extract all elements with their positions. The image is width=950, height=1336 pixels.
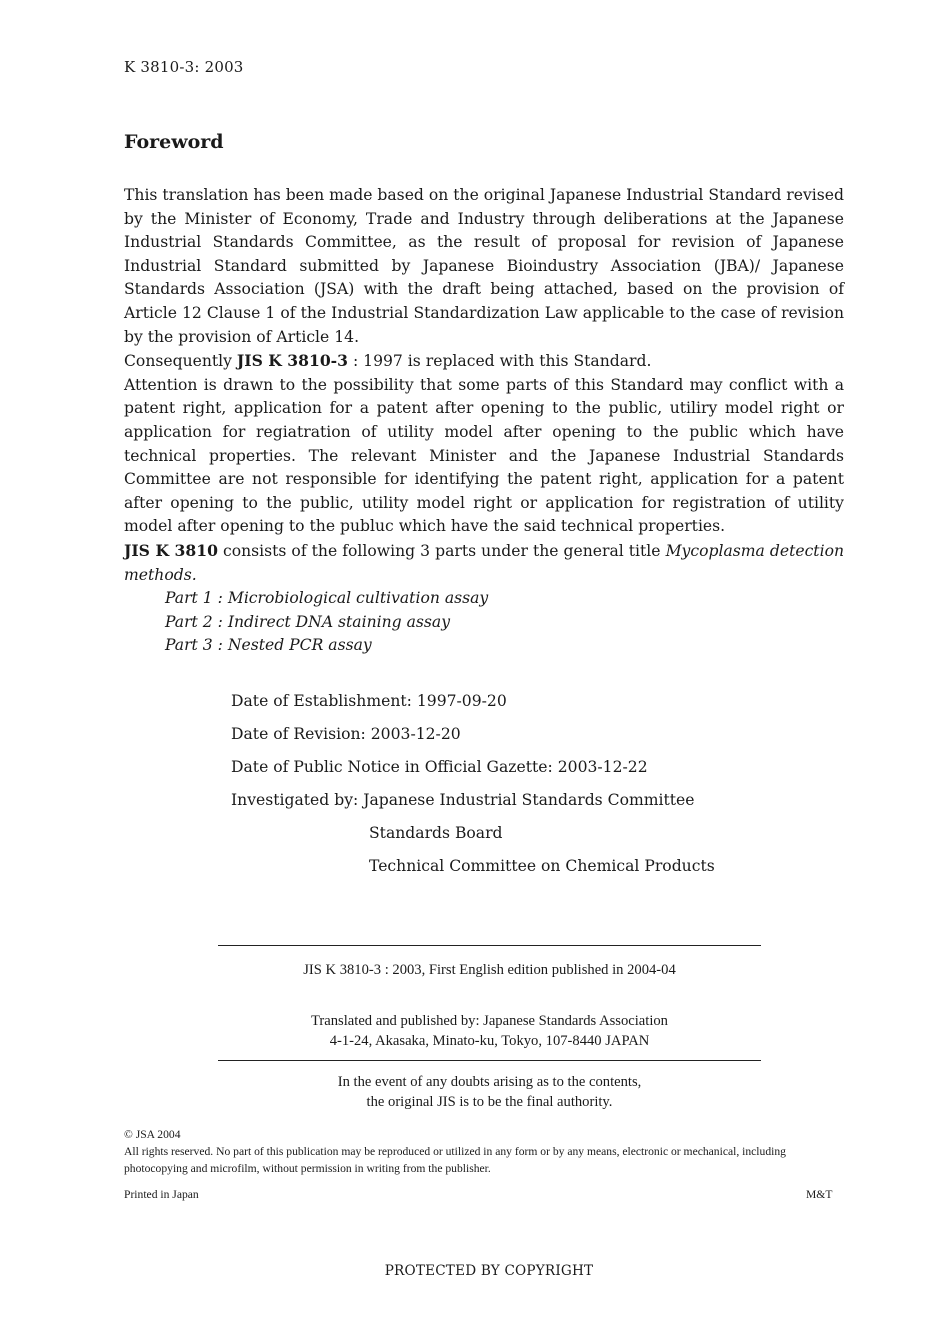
- publisher-block: [218, 1011, 761, 1051]
- foreword-body: [124, 184, 844, 658]
- part-item: Part 2 : Indirect DNA staining assay: [165, 612, 451, 631]
- copyright-watermark: PROTECTED BY COPYRIGHT: [384, 1263, 594, 1279]
- technical-committee: Technical Committee on Chemical Products: [369, 857, 715, 875]
- foreword-paragraph: This translation has been made based on the original Japanese Industrial Standard revised by the Minister of Economy, Trade and Industry through deliberations at the Japanese Industrial Standards Committee, as the result of proposal for revision of Japanese Industrial Standard submitted by Japanese Bioindustry Association (JBA)/ Japanese Standards Association (JSA) with the draft being attached, based on the provision of Article 12 Clause 1 of the Industrial Standardization Law applicable to the case of revision by the provision of Article 14.: [124, 186, 844, 346]
- edition-line: JIS K 3810-3 : 2003, First English edition published in 2004-04: [303, 962, 676, 978]
- printed-in: Printed in Japan: [124, 1188, 199, 1201]
- foreword-paragraph: JIS K 3810 consists of the following 3 parts under the general title Mycoplasma detection methods.: [124, 540, 844, 584]
- part-item: Part 1 : Microbiological cultivation assay: [165, 589, 489, 608]
- establishment-date: Date of Establishment: 1997-09-20: [231, 692, 507, 710]
- foreword-paragraph: Consequently JIS K 3810-3 : 1997 is replaced with this Standard.: [124, 351, 652, 371]
- copyright-notice: © JSA 2004: [124, 1128, 181, 1141]
- authority-note: In the event of any doubts arising as to the contents, the original JIS is to be the final authority.: [337, 1074, 642, 1110]
- parts-list: [124, 587, 844, 658]
- revision-date: Date of Revision: 2003-12-20: [231, 725, 461, 743]
- standard-reference: JIS K 3810-3: [236, 351, 348, 371]
- public-notice-date: Date of Public Notice in Official Gazette: 2003-12-22: [231, 758, 648, 776]
- part-item: Part 3 : Nested PCR assay: [165, 636, 372, 655]
- foreword-heading: Foreword: [124, 131, 224, 153]
- foreword-paragraph: Attention is drawn to the possibility that some parts of this Standard may conflict with a patent right, application for a patent after opening to the public, utiliry model right or application for regiatration of utility model after opening to the public which have technical properties. The relevant Minister and the Japanese Industrial Standards Committee are not responsible for identifying the patent right, application for a patent after opening to the public, utility model right or application for registration of utility model after opening to the publuc which have the said technical properties.: [124, 375, 844, 536]
- dates-block: [231, 690, 715, 888]
- standards-board: Standards Board: [369, 824, 503, 842]
- publisher-address: 4-1-24, Akasaka, Minato-ku, Tokyo, 107-8440 JAPAN: [329, 1033, 650, 1049]
- publisher-line: Translated and published by: Japanese Standards Association: [311, 1013, 668, 1029]
- rights-notice: All rights reserved. No part of this publication may be reproduced or utilized in any form or by any means, electronic or mechanical, including photocopying and microfilm, without permission in writing from the publisher.: [124, 1145, 786, 1175]
- general-title: Mycoplasma detection methods: [124, 541, 844, 584]
- standard-reference: JIS K 3810: [124, 540, 218, 560]
- printer-code: M&T: [806, 1188, 833, 1201]
- investigated-by: Investigated by: Japanese Industrial Standards Committee: [231, 791, 695, 809]
- document-id: K 3810-3: 2003: [124, 58, 244, 76]
- divider: [218, 1060, 761, 1061]
- divider: [218, 945, 761, 946]
